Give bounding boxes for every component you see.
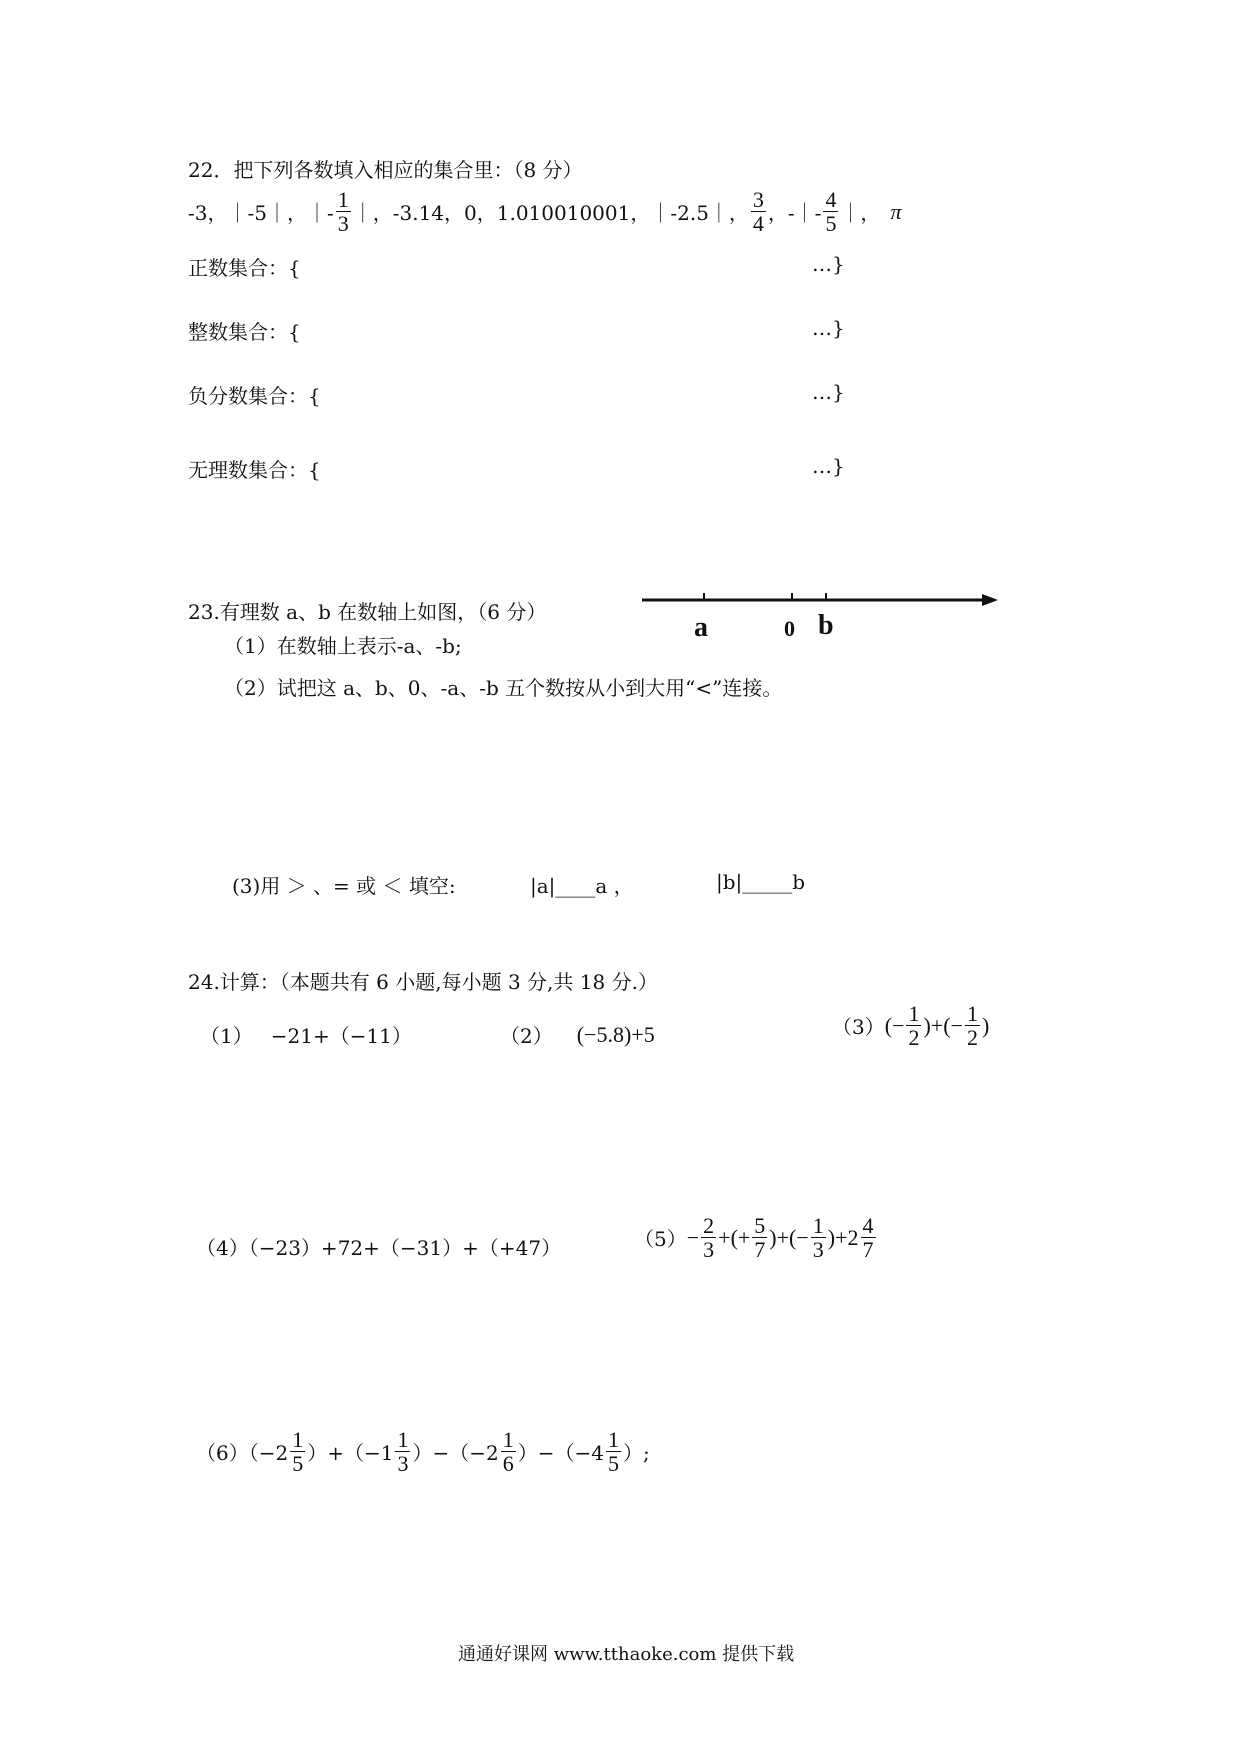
set-irrational-label: 无理数集合：{	[188, 458, 321, 482]
problem-2-label: （2）	[500, 1024, 553, 1048]
q24-problem-5: （5） − $\frac{2}{3}$ +(+ $\frac{5}{7}$ )+(− $\frac{1}{3}$ )+2 $\frac{4}{7}$	[634, 1213, 874, 1263]
fraction-1-3-b: $\frac{1}{3}$	[812, 1213, 824, 1263]
q23-part2: （2）试把这 a、b、0、-a、-b 五个数按从小到大用“<”连接。	[224, 676, 783, 700]
q24-problem-6: （6）（−2 $\frac{1}{5}$ ）+（−1 $\frac{1}{3}$ ）−（−2 $\frac{1}{6}$ ）−（−4 $\frac{1}{5}$ ）;	[196, 1427, 650, 1477]
footer-credit: 通通好课网 www.tthaoke.com 提供下载	[458, 1644, 795, 1665]
number-line-arrow-icon	[982, 594, 998, 606]
q22-title: 22．把下列各数填入相应的集合里：（8 分）	[188, 158, 583, 182]
fraction-1-6: $\frac{1}{6}$	[502, 1427, 514, 1477]
set-irrational-end: …}	[812, 454, 845, 478]
pi-symbol: π	[890, 198, 902, 224]
fraction-5-7: $\frac{5}{7}$	[754, 1213, 766, 1263]
axis-label-b: b	[818, 610, 834, 641]
q24-problem-4: （4）（−23）+72+（−31）+（+47）	[196, 1236, 562, 1260]
q22-numbers	[188, 188, 901, 235]
fraction-1-5-b: $\frac{1}{5}$	[607, 1427, 619, 1477]
set-positive-label: 正数集合：{	[188, 256, 301, 280]
q23-part3-b: |b|_____b	[716, 870, 806, 894]
axis-label-a: a	[694, 612, 708, 643]
problem-3-label: （3）	[832, 1015, 885, 1040]
fraction-1-3-c: $\frac{1}{3}$	[397, 1427, 409, 1477]
q24-problem-2	[500, 1020, 655, 1049]
q23-part3-a: |a|____a ，	[530, 874, 634, 898]
fraction-1-3: $\frac{1}{3}$	[337, 187, 349, 237]
problem-1-expression: −21+（−11）	[270, 1024, 412, 1048]
q22-numbers-mid2: ，-｜-	[767, 201, 822, 226]
fraction-1-5-a: $\frac{1}{5}$	[292, 1427, 304, 1477]
fraction-1-2-b: $\frac{1}{2}$	[966, 1001, 978, 1051]
set-positive-end: …}	[812, 252, 845, 276]
fraction-4-5: $\frac{4}{5}$	[825, 187, 837, 237]
fraction-1-2-a: $\frac{1}{2}$	[908, 1001, 920, 1051]
problem-2-expression: (−5.8)+5	[576, 1021, 655, 1047]
set-integer-end: …}	[812, 316, 845, 340]
fraction-2-3: $\frac{2}{3}$	[703, 1213, 715, 1263]
q23-title: 23.有理数 a、b 在数轴上如图，（6 分）	[188, 600, 547, 624]
q23-part1: （1）在数轴上表示-a、-b;	[224, 634, 462, 658]
problem-5-label: （5）	[634, 1227, 687, 1252]
fraction-3-4: $\frac{3}{4}$	[752, 187, 764, 237]
q22-numbers-suffix: ｜，	[840, 201, 881, 226]
set-integer-label: 整数集合：{	[188, 320, 301, 344]
q24-problem-3: （3） (− $\frac{1}{2}$ )+(− $\frac{1}{2}$ )	[832, 1001, 990, 1051]
q24-problem-1	[200, 1020, 412, 1049]
axis-label-zero: 0	[784, 616, 795, 641]
q23-part3-prefix: (3)用 ＞ 、= 或 ＜ 填空:	[232, 874, 456, 898]
problem-1-label: （1）	[200, 1024, 253, 1048]
q22-numbers-prefix: -3，｜-5｜，｜-	[188, 201, 334, 226]
set-negative-fraction-label: 负分数集合：{	[188, 384, 321, 408]
fraction-4-7: $\frac{4}{7}$	[862, 1213, 874, 1263]
set-negative-fraction-end: …}	[812, 380, 845, 404]
q22-numbers-mid: ｜，-3.14，0，1.010010001，｜-2.5｜，	[352, 201, 749, 226]
q24-title: 24.计算：（本题共有 6 小题,每小题 3 分,共 18 分.）	[188, 970, 658, 994]
